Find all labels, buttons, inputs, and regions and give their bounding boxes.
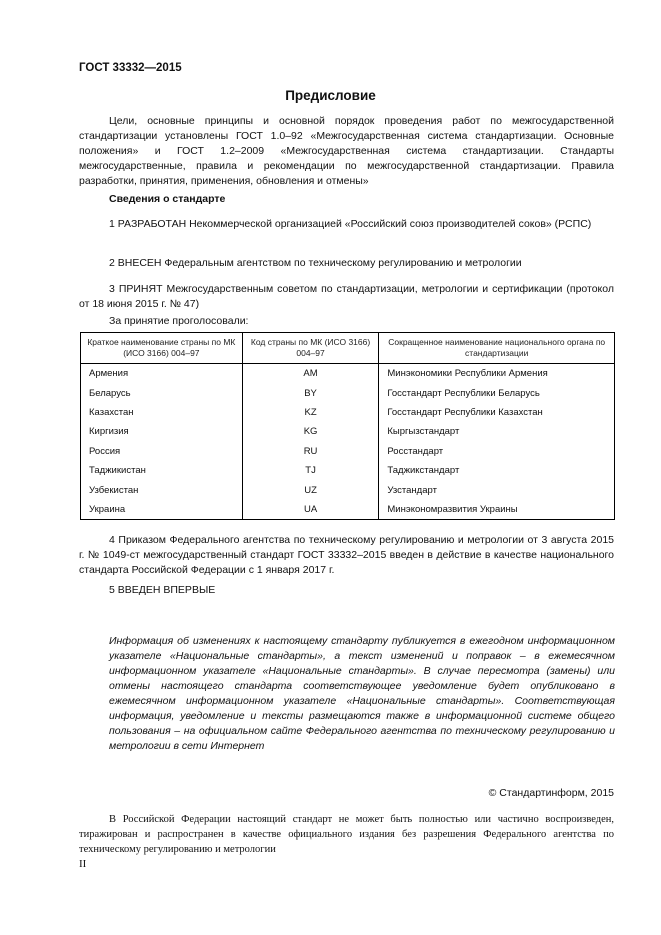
country-cell: Беларусь	[81, 383, 243, 402]
body-cell: Росстандарт	[379, 442, 615, 461]
item-3-text: 3 ПРИНЯТ Межгосударственным советом по стандартизации, метрологии и сертификации (протокол от 18 июня 2015 г. № 47)	[79, 283, 614, 310]
legal-notice-text: В Российской Федерации настоящий стандарт не может быть полностью или частично воспроизведен, тиражирован и распространен в качестве официального издания без разрешения Федерального агентства по техническому регулированию и метрологии	[79, 814, 614, 855]
code-cell: KG	[242, 422, 379, 441]
info-note: Информация об изменениях к настоящему стандарту публикуется в ежегодном информационном указателе «Национальные стандарты», а текст изменений и поправок – в ежемесячном информационном указателе «Национальные стандарты». В случае пересмотра (замены) или отмены настоящего стандарта соответствующее уведомление будет опубликовано в ежемесячном информационном указателе «Национальные стандарты». Соответствующая информация, уведомление и тексты размещаются также в информационной системе общего пользования – на официальном сайте Федерального агентства по техническому регулированию и метрологии в сети Интернет	[109, 635, 615, 752]
code-cell: UA	[242, 500, 379, 520]
table-row	[81, 403, 615, 422]
page-title: Предисловие	[285, 88, 376, 103]
code-cell: KZ	[242, 403, 379, 422]
code-cell: AM	[242, 364, 379, 384]
voting-table	[80, 332, 615, 520]
country-cell: Россия	[81, 442, 243, 461]
body-cell: Узстандарт	[379, 480, 615, 499]
country-cell: Украина	[81, 500, 243, 520]
item-2: 2 ВНЕСЕН Федеральным агентством по техническому регулированию и метрологии	[109, 257, 522, 269]
item-4-text: 4 Приказом Федерального агентства по техническому регулированию и метрологии от 3 августа 2015 г. № 1049-ст межгосударственный стандарт ГОСТ 33332–2015 введен в действие в качестве национального стандарта Российской Федерации с 1 января 2017 г.	[79, 534, 614, 576]
voted-label: За принятие проголосовали:	[109, 315, 249, 327]
body-cell: Минэкономразвития Украины	[379, 500, 615, 520]
country-cell: Таджикистан	[81, 461, 243, 480]
table-row	[81, 442, 615, 461]
body-cell: Таджикстандарт	[379, 461, 615, 480]
intro-text: Цели, основные принципы и основной порядок проведения работ по межгосударственной стандартизации установлены ГОСТ 1.0–92 «Межгосударственная система стандартизации. Основные положения» и ГОСТ 1.2–2009 «Межгосударственная система стандартизации. Стандарты межгосударственные, правила и рекомендации по межгосударственной стандартизации. Правила разработки, принятия, применения, обновления и отмены»	[79, 115, 614, 187]
column-header-body: Сокращенное наименование национального органа по стандартизации	[379, 333, 615, 364]
table-row	[81, 383, 615, 402]
table-row	[81, 461, 615, 480]
item-1-text: 1 РАЗРАБОТАН Некоммерческой организацией «Российский союз производителей соков» (РСПС)	[109, 218, 592, 230]
section-heading: Сведения о стандарте	[109, 193, 226, 205]
country-cell: Узбекистан	[81, 480, 243, 499]
country-cell: Киргизия	[81, 422, 243, 441]
code-cell: TJ	[242, 461, 379, 480]
country-cell: Казахстан	[81, 403, 243, 422]
item-3	[79, 282, 614, 312]
code-cell: UZ	[242, 480, 379, 499]
table-row	[81, 364, 615, 384]
country-cell: Армения	[81, 364, 243, 384]
body-cell: Минэкономики Республики Армения	[379, 364, 615, 384]
column-header-country: Краткое наименование страны по МК (ИСО 3166) 004–97	[81, 333, 243, 364]
table-header-row	[81, 333, 615, 364]
code-cell: RU	[242, 442, 379, 461]
copyright: © Стандартинформ, 2015	[488, 787, 614, 799]
item-5: 5 ВВЕДЕН ВПЕРВЫЕ	[109, 584, 216, 596]
table-row	[81, 422, 615, 441]
item-4	[79, 533, 614, 578]
column-header-code: Код страны по МК (ИСО 3166) 004–97	[242, 333, 379, 364]
body-cell: Госстандарт Республики Беларусь	[379, 383, 615, 402]
body-cell: Госстандарт Республики Казахстан	[379, 403, 615, 422]
legal-notice	[79, 812, 614, 857]
page-number: II	[79, 858, 87, 870]
code-cell: BY	[242, 383, 379, 402]
intro-paragraph	[79, 114, 614, 189]
table-row	[81, 480, 615, 499]
document-code: ГОСТ 33332—2015	[79, 62, 182, 74]
item-1	[79, 217, 614, 232]
table-row	[81, 500, 615, 520]
body-cell: Кыргызстандарт	[379, 422, 615, 441]
